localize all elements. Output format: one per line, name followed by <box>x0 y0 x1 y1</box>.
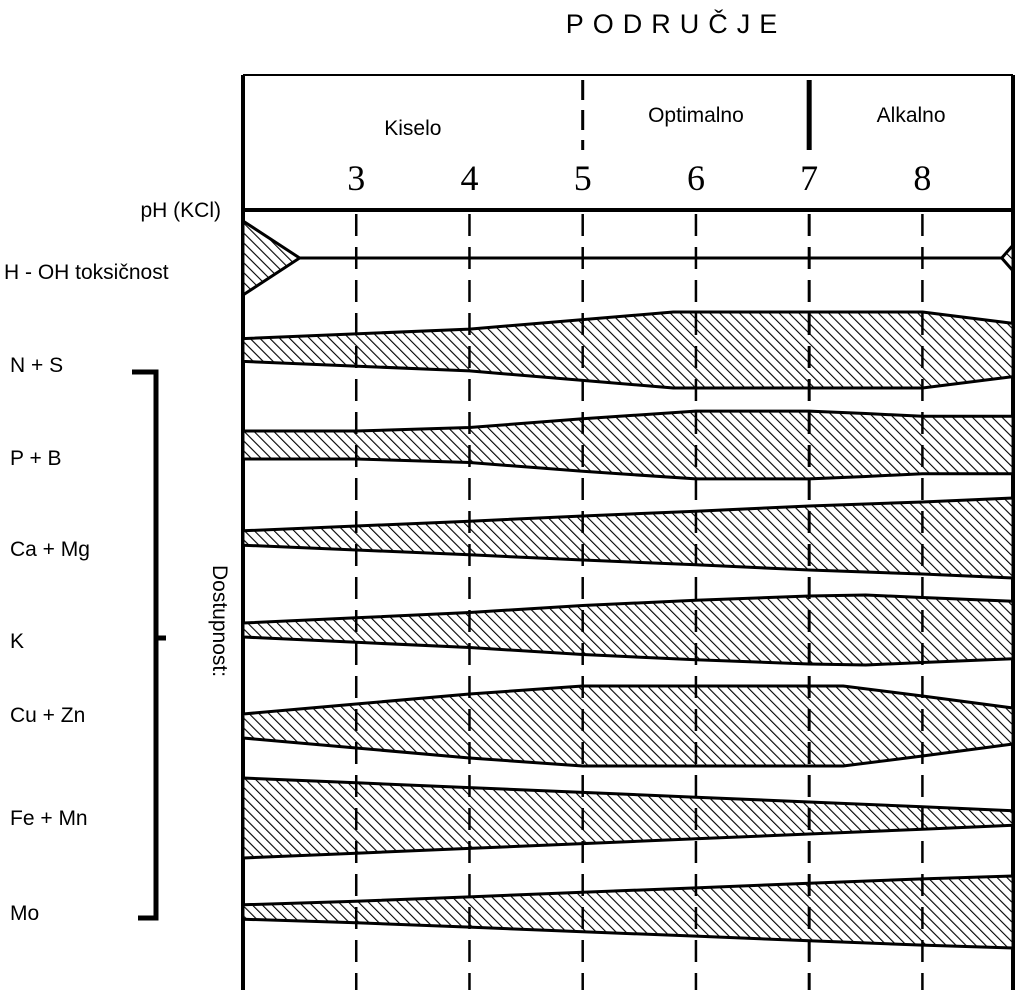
tick-label-8: 8 <box>913 158 932 198</box>
band-fe-mn <box>243 778 1013 858</box>
zone-label-kiselo: Kiselo <box>384 117 442 140</box>
row-label-mo: Mo <box>10 902 40 925</box>
zone-labels <box>384 104 945 140</box>
availability-bands <box>243 221 1013 948</box>
tick-label-7: 7 <box>800 158 819 198</box>
tick-label-4: 4 <box>460 158 479 198</box>
tick-label-3: 3 <box>347 158 366 198</box>
band-n-s <box>243 312 1013 388</box>
tick-label-6: 6 <box>686 158 705 198</box>
band-p-b <box>243 411 1013 479</box>
group-label: Dostupnost: <box>208 565 231 678</box>
row-label-k: K <box>10 630 25 653</box>
toxicity-label: H - OH toksičnost <box>4 261 169 284</box>
row-label-n-s: N + S <box>10 354 64 377</box>
row-label-p-b: P + B <box>10 447 62 470</box>
zone-label-optimalno: Optimalno <box>648 104 744 127</box>
band-mo <box>243 876 1013 948</box>
band-ca-mg <box>243 498 1013 578</box>
row-label-fe-mn: Fe + Mn <box>10 807 88 830</box>
zone-label-alkalno: Alkalno <box>876 104 946 127</box>
row-label-cu-zn: Cu + Zn <box>10 704 86 727</box>
availability-bracket <box>132 372 166 918</box>
toxicity-band-alkaline <box>1002 245 1013 271</box>
row-labels <box>10 354 90 925</box>
chart-title: PODRUČJE <box>565 9 787 39</box>
ph-tick-labels <box>347 158 931 198</box>
band-k <box>243 595 1013 665</box>
row-label-ca-mg: Ca + Mg <box>10 538 90 561</box>
band-cu-zn <box>243 686 1013 766</box>
toxicity-band-acid <box>243 221 300 295</box>
tick-label-5: 5 <box>573 158 592 198</box>
x-axis-label: pH (KCl) <box>140 199 221 222</box>
